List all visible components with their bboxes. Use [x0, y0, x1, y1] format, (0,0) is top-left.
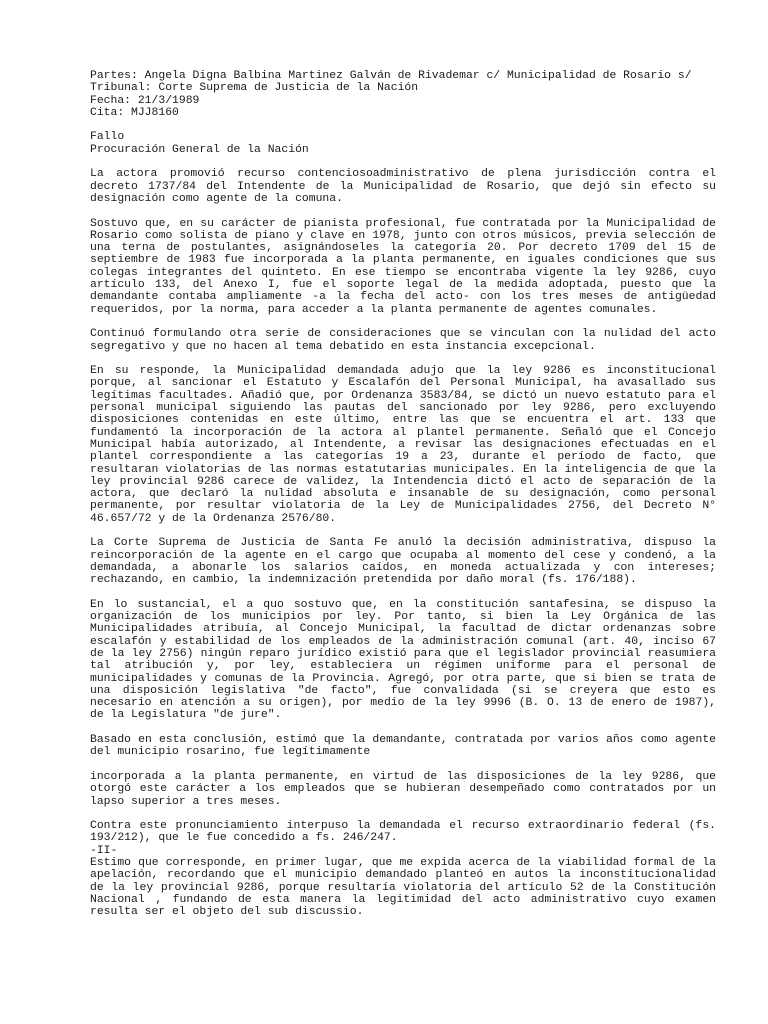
- paragraph: Continuó formulando otra serie de consideraciones que se vinculan con la nulidad del acto segregativo y que no hacen al tema debatido en esta instancia excepcional.: [90, 328, 716, 353]
- document-page: [90, 70, 716, 918]
- paragraph: En su responde, la Municipalidad demandada adujo que la ley 9286 es inconstitucional porque, al sancionar el Estatuto y Escalafón del Personal Municipal, ha avasallado sus legítimas facultades. Añadió que, por Ordenanza 3583/84, se dictó un nuevo estatuto para el personal municipal siguiendo las pautas del sancionado por ley 9286, pero excluyendo disposiciones contenidas en este último, entre las que se encuentra el art. 133 que fundamentó la incorporación de la actora al plantel permanente. Señaló que el Concejo Municipal había autorizado, al Intendente, a revisar las designaciones efectuadas en el plantel correspondiente a las categorías 19 a 23, durante el período de facto, que resultaran violatorias de las normas estatutarias municipales. En la inteligencia de que la ley provincial 9286 carece de validez, la Intendencia dictó el acto de separación de la actora, que declaró la nulidad absoluta e insanable de su designación, como personal permanente, por resultar violatoria de la Ley de Municipalidades 2756, del Decreto N° 46.657/72 y de la Ordenanza 2576/80.: [90, 365, 716, 525]
- paragraph: Contra este pronunciamiento interpuso la demandada el recurso extraordinario federal (fs. 193/212), que le fue concedido a fs. 246/247.: [90, 820, 716, 845]
- fecha-line: Fecha: 21/3/1989: [90, 94, 200, 107]
- partes-line: Partes: Angela Digna Balbina Martinez Galván de Rivademar c/ Municipalidad de Rosario s/: [90, 70, 692, 82]
- paragraph: incorporada a la planta permanente, en virtud de las disposiciones de la ley 9286, que otorgó este carácter a los empleados que se hubieran desempeñado como contratados por un lapso superior a tres meses.: [90, 770, 716, 808]
- section-number: -II-: [90, 844, 118, 857]
- paragraph: En lo sustancial, el a quo sostuvo que, en la constitución santafesina, se dispuso la organización de los municipios por ley. Por tanto, si bien la Ley Orgánica de las Municipalidades atribuía, al Concejo Municipal, la facultad de dictar ordenanzas sobre escalafón y estabilidad de los empleados de la administración comunal (art. 40, inciso 67 de la ley 2756) ningún reparo jurídico existió para que el legislador provincial reasumiera tal atribución y, por ley, estableciera un régimen uniforme para el personal de municipalidades y comunas de la Provincia. Agregó, por otra parte, que si bien se trata de una disposición legislativa "de facto", fue convalidada (si se creyera que esto es necesario en atención a su origen), por medio de la ley 9996 (B. O. 13 de enero de 1987), de la Legislatura "de jure".: [90, 598, 716, 722]
- paragraph: Sostuvo que, en su carácter de pianista profesional, fue contratada por la Municipalidad de Rosario como solista de piano y clave en 1978, junto con otros músicos, previa selección de una terna de postulantes, asignándoseles la categoría 20. Por decreto 1709 del 15 de septiembre de 1983 fue incorporada a la planta permanente, en iguales condiciones que sus colegas integrantes del quinteto. En ese tiempo se encontraba vigente la ley 9286, cuyo artículo 133, del Anexo I, fue el soporte legal de la medida adoptada, puesto que la demandante contaba ampliamente -a la fecha del acto- con los tres meses de antigüedad requeridos, por la norma, para acceder a la planta permanente de agentes comunales.: [90, 217, 716, 316]
- paragraph: Estimo que corresponde, en primer lugar, que me expida acerca de la viabilidad formal de la apelación, recordando que el municipio demandado planteó en autos la inconstitucionalidad de la ley provincial 9286, porque resultaría violatoria del artículo 52 de la Constitución Nacional , fundando de esta manera la legitimidad del acto administrativo cuyo examen resulta ser el objeto del sub discussio.: [90, 857, 716, 919]
- paragraph: Basado en esta conclusión, estimó que la demandante, contratada por varios años como agente del municipio rosarino, fue legítimamente: [90, 734, 716, 759]
- fallo-subtitle: Procuración General de la Nación: [90, 143, 309, 156]
- fallo-title: Fallo: [90, 131, 125, 144]
- fallo-heading: [90, 131, 716, 156]
- paragraph: La actora promovió recurso contenciosoadministrativo de plena jurisdicción contra el decreto 1737/84 del Intendente de la Municipalidad de Rosario, que dejó sin efecto su designación como agente de la comuna.: [90, 168, 716, 205]
- cita-line: Cita: MJJ8160: [90, 106, 179, 119]
- paragraph: La Corte Suprema de Justicia de Santa Fe anuló la decisión administrativa, dispuso la reincorporación de la agente en el cargo que ocupaba al momento del cese y condenó, a la demandada, a abonarle los salarios caídos, en moneda actualizada y con intereses; rechazando, en cambio, la indemnización pretendida por daño moral (fs. 176/188).: [90, 537, 716, 587]
- case-header: [90, 70, 716, 119]
- tribunal-line: Tribunal: Corte Suprema de Justicia de la Nación: [90, 82, 419, 95]
